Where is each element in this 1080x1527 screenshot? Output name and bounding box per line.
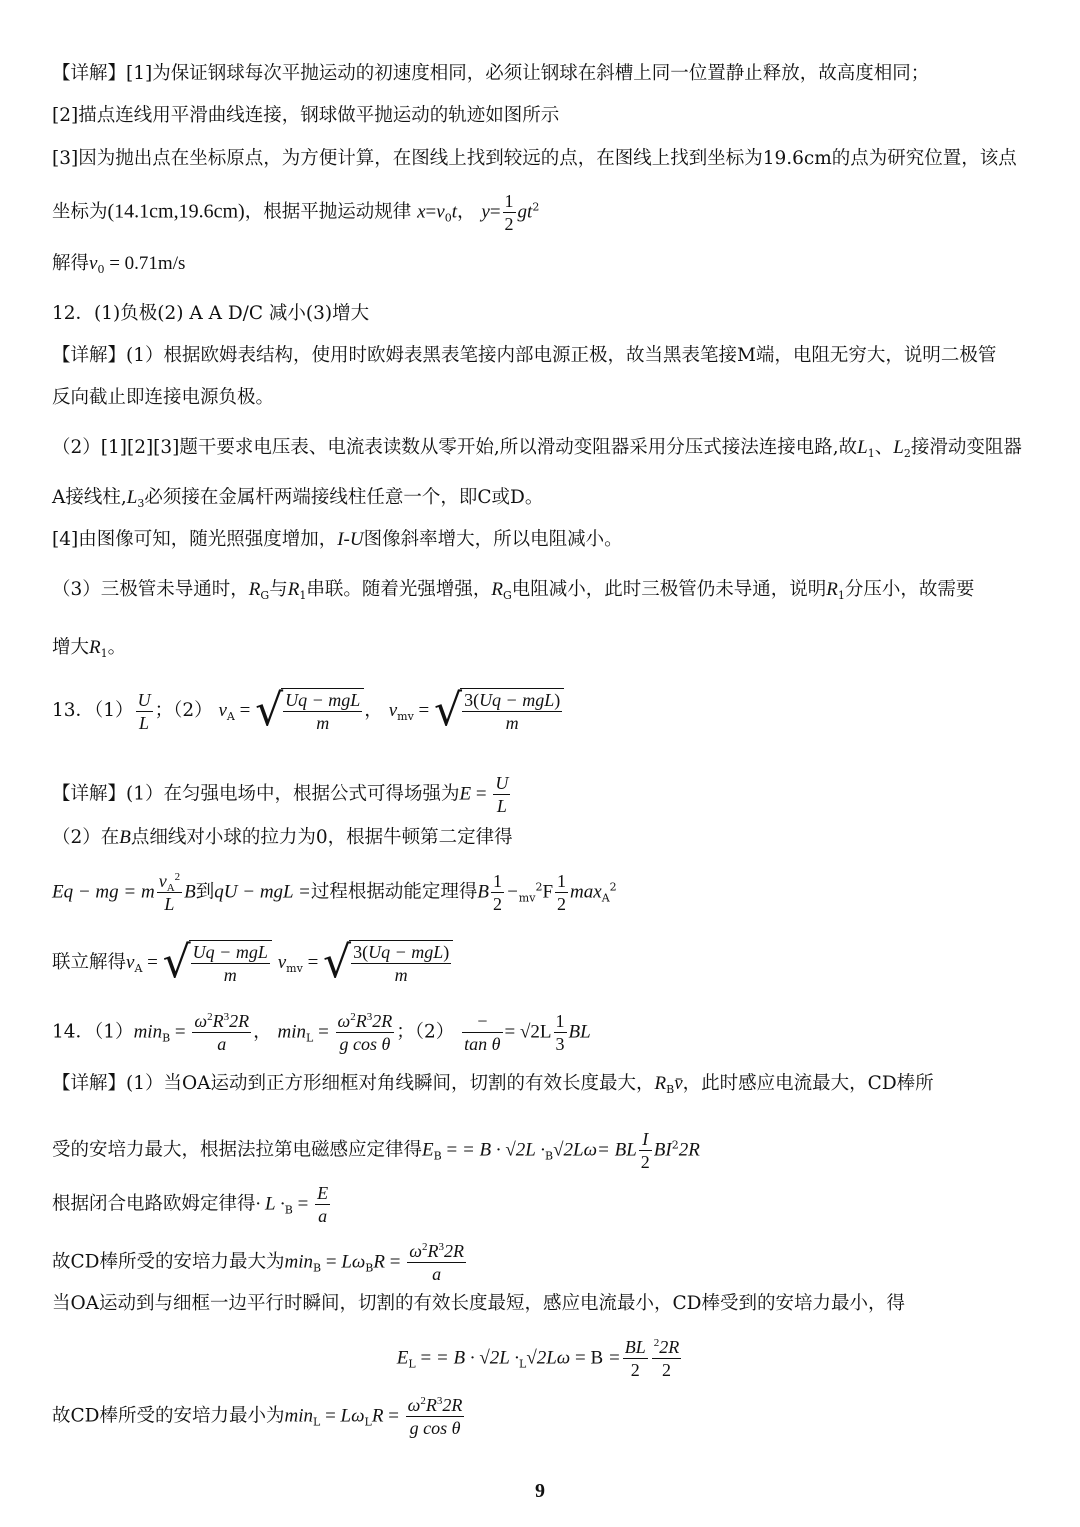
detail-13-4: 联立解得$v_A$ = √ $\frac{\text{Uq − mgL}}{m}$ $v_{mv}$ = √ $\frac{\text{3(Uq − mgL)}}{m}$ [52, 940, 453, 986]
detail-12-2: 反向截止即连接电源负极。 [52, 387, 275, 408]
detail-11-1: 【详解】[1]为保证钢球每次平抛运动的初速度相同，必须让钢球在斜槽上同一位置静止释放，故高度相同； [52, 63, 930, 84]
detail-14-2: 受的安培力最大，根据法拉第电磁感应定律得$E_B$ = = $B \cdot √2L \cdot_B√2L\omega=$ BL $\frac{I}{2}$ $BI^22R$ [52, 1129, 700, 1172]
frac-half: $\frac{1}{2}$ [504, 191, 514, 234]
detail-12-6: （3）三极管未导通时，$R_G$与$R_1$串联。随着光强增强，$R_G$电阻减小，此时三极管仍未导通，说明$R_1$分压小，故需要 [52, 579, 975, 602]
detail-11-3: [3]因为抛出点在坐标原点，为方便计算，在图线上找到较远的点，在图线上找到坐标为19.6cm的点为研究位置，该点 [52, 148, 1017, 169]
detail-14-3: 根据闭合电路欧姆定律得· $L \cdot_B$ = $\frac{E}{a}$ [52, 1183, 329, 1226]
detail-14-5: 当OA运动到与细框一边平行时瞬间，切割的有效长度最短，感应电流最小，CD棒受到的安培力最小，得 [52, 1293, 906, 1314]
answer-13: 13．（1） $\frac{U}{L}$ ；（2） $v_A$ = √ $\frac{\text{Uq − mgL}}{m}$ ， $v_{mv}$ = √ $\frac{\text{3(Uq − mgL)}}{m}$ [52, 688, 564, 734]
detail-12-5: [4]由图像可知，随光照强度增加，I-U图像斜率增大，所以电阻减小。 [52, 529, 623, 550]
answer-12: 12．(1)负极(2) A A D/C 减小(3)增大 [52, 303, 370, 324]
answer-14: 14．$(1)\min_B$ = $\frac{\omega^2R^32R}{a}$ ， $\min_L$ = $\frac{\omega^2R^32R}{\text{g cos θ}}$ ；（2） $\frac{-}{\text{tan θ}}$ = √2L $\frac{1}{3}$ BL [52, 1011, 591, 1054]
detail-13-2: （2）在B点细线对小球的拉力为0，根据牛顿第二定律得 [52, 827, 513, 848]
detail-14-6: $E_L$ = = $B \cdot √2L \cdot_L√2L\omega = B$ = $\frac{BL}{2}$ $\frac{^22R}{2}$ [396, 1337, 680, 1380]
detail-14-1: 【详解】(1）当OA运动到正方形细框对角线瞬间，切割的有效长度最大，$R_Bv̄$，此时感应电流最大，CD棒所 [52, 1073, 934, 1096]
detail-12-3: （2）[1][2][3]题干要求电压表、电流表读数从零开始,所以滑动变阻器采用分压式接法连接电路,故$L_1$、$L_2$接滑动变阻器 [52, 437, 1022, 460]
detail-13-3: Eq − mg = m $\frac{v_A^2}{L}$ B到qU − mgL =过程根据动能定理得B $\frac{1}{2}$ $-_{mv}^2F$ $\frac{1}{2}$ $\max_A^2$ [52, 871, 617, 914]
detail-12-1: 【详解】(1）根据欧姆表结构，使用时欧姆表黑表笔接内部电源正极，故当黑表笔接M端，电阻无穷大，说明二极管 [52, 345, 997, 366]
detail-14-7: 故CD棒所受的安培力最小为$\min_L = L\omega_LR$ = $\frac{\omega^2R^32R}{\text{g cos θ}}$ [52, 1395, 463, 1438]
detail-11-5: 解得$v_0 = 0.71m/s$ [52, 253, 186, 276]
detail-14-4: 故CD棒所受的安培力最大为$\min_B = L\omega_BR$ = $\frac{\omega^2R^32R}{a}$ [52, 1241, 464, 1284]
detail-12-7: 增大$R_1$。 [52, 637, 127, 660]
detail-11-2: [2]描点连线用平滑曲线连接，钢球做平抛运动的轨迹如图所示 [52, 105, 560, 126]
detail-12-4: A接线柱$,L_3$必须接在金属杆两端接线柱任意一个，即C或D。 [52, 487, 544, 510]
detail-13-1: 【详解】(1）在匀强电场中，根据公式可得场强为E = $\frac{U}{L}$ [52, 773, 509, 816]
page-number: 9 [535, 1480, 545, 1502]
detail-11-4: 坐标为(14.1cm,19.6cm)，根据平抛运动规律 $x=v_0t$， y= $\frac{1}{2}$ $gt^2$ [52, 191, 540, 234]
